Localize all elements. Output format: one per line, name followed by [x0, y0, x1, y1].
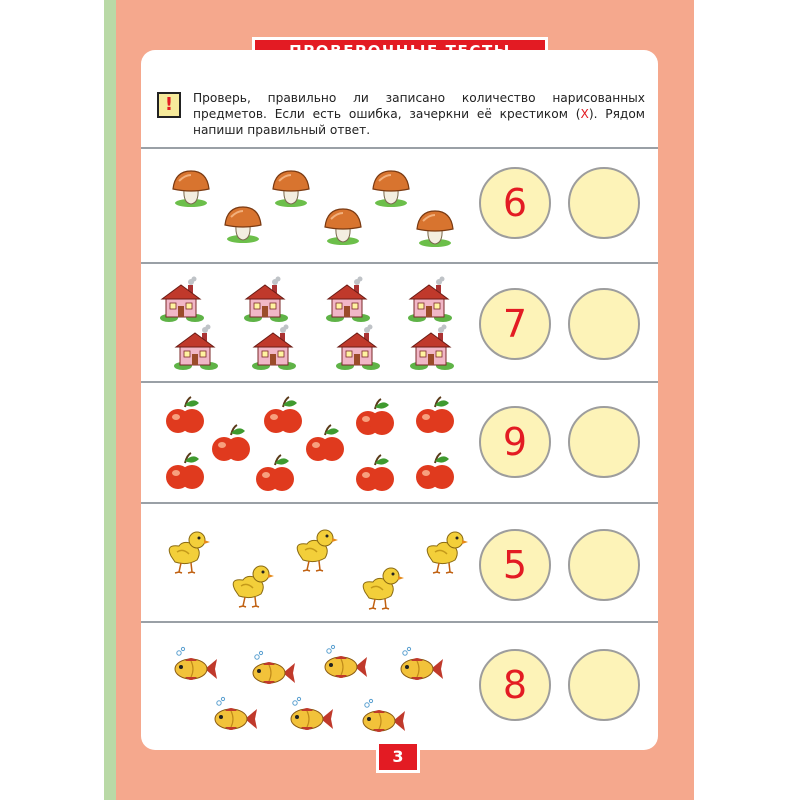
- answer-circle[interactable]: [568, 649, 640, 721]
- house-icon: [249, 324, 297, 372]
- house-icon: [333, 324, 381, 372]
- cross-mark: X: [580, 107, 589, 121]
- apple-icon: [411, 449, 459, 497]
- mushroom-icon: [367, 163, 415, 211]
- exercise-row-mushrooms: [141, 147, 658, 263]
- fish-icon: [397, 643, 445, 691]
- house-icon: [407, 324, 455, 372]
- written-number: 8: [479, 649, 551, 721]
- answer-circle[interactable]: [568, 406, 640, 478]
- row-pictures: [141, 383, 481, 499]
- apple-icon: [161, 393, 209, 441]
- mushroom-icon: [411, 203, 459, 251]
- instruction-part-1: Проверь, правильно ли записано количество нарисованных предметов. Если есть ошибка, зачеркни её крестиком (: [193, 91, 645, 121]
- chick-icon: [291, 524, 339, 572]
- written-number: 5: [479, 529, 551, 601]
- row-pictures: [141, 623, 481, 739]
- answer-circle[interactable]: [568, 167, 640, 239]
- fish-icon: [249, 647, 297, 695]
- exercise-row-apples: [141, 381, 658, 497]
- fish-icon: [287, 693, 335, 741]
- row-pictures: [141, 149, 481, 265]
- chick-icon: [357, 562, 405, 610]
- written-number: 6: [479, 167, 551, 239]
- apple-icon: [161, 449, 209, 497]
- instruction-part-2: ). Рядом напиши правильный ответ.: [193, 107, 645, 137]
- page-number: 3: [379, 744, 417, 770]
- house-icon: [157, 276, 205, 324]
- exercise-row-houses: [141, 262, 658, 378]
- page-edge: [104, 0, 116, 800]
- row-pictures: [141, 264, 481, 380]
- apple-icon: [301, 421, 349, 469]
- apple-icon: [351, 451, 399, 499]
- fish-icon: [321, 641, 369, 689]
- apple-icon: [351, 395, 399, 443]
- apple-icon: [411, 393, 459, 441]
- exercise-row-fish: [141, 621, 658, 737]
- mushroom-icon: [167, 163, 215, 211]
- chick-icon: [421, 526, 469, 574]
- written-number: 9: [479, 406, 551, 478]
- mushroom-icon: [219, 199, 267, 247]
- chick-icon: [163, 526, 211, 574]
- fish-icon: [171, 643, 219, 691]
- mushroom-icon: [267, 163, 315, 211]
- answer-circle[interactable]: [568, 288, 640, 360]
- apple-icon: [259, 393, 307, 441]
- house-icon: [171, 324, 219, 372]
- apple-icon: [207, 421, 255, 469]
- answer-circle[interactable]: [568, 529, 640, 601]
- house-icon: [241, 276, 289, 324]
- house-icon: [323, 276, 371, 324]
- exclamation-icon: !: [157, 92, 181, 118]
- mushroom-icon: [319, 201, 367, 249]
- fish-icon: [211, 693, 259, 741]
- house-icon: [405, 276, 453, 324]
- exercise-row-chicks: [141, 502, 658, 618]
- fish-icon: [359, 695, 407, 743]
- exercise-panel: [141, 50, 658, 750]
- row-pictures: [141, 504, 481, 620]
- instruction-text: [193, 90, 645, 138]
- written-number: 7: [479, 288, 551, 360]
- page-number-badge: [376, 741, 420, 773]
- chick-icon: [227, 560, 275, 608]
- apple-icon: [251, 451, 299, 499]
